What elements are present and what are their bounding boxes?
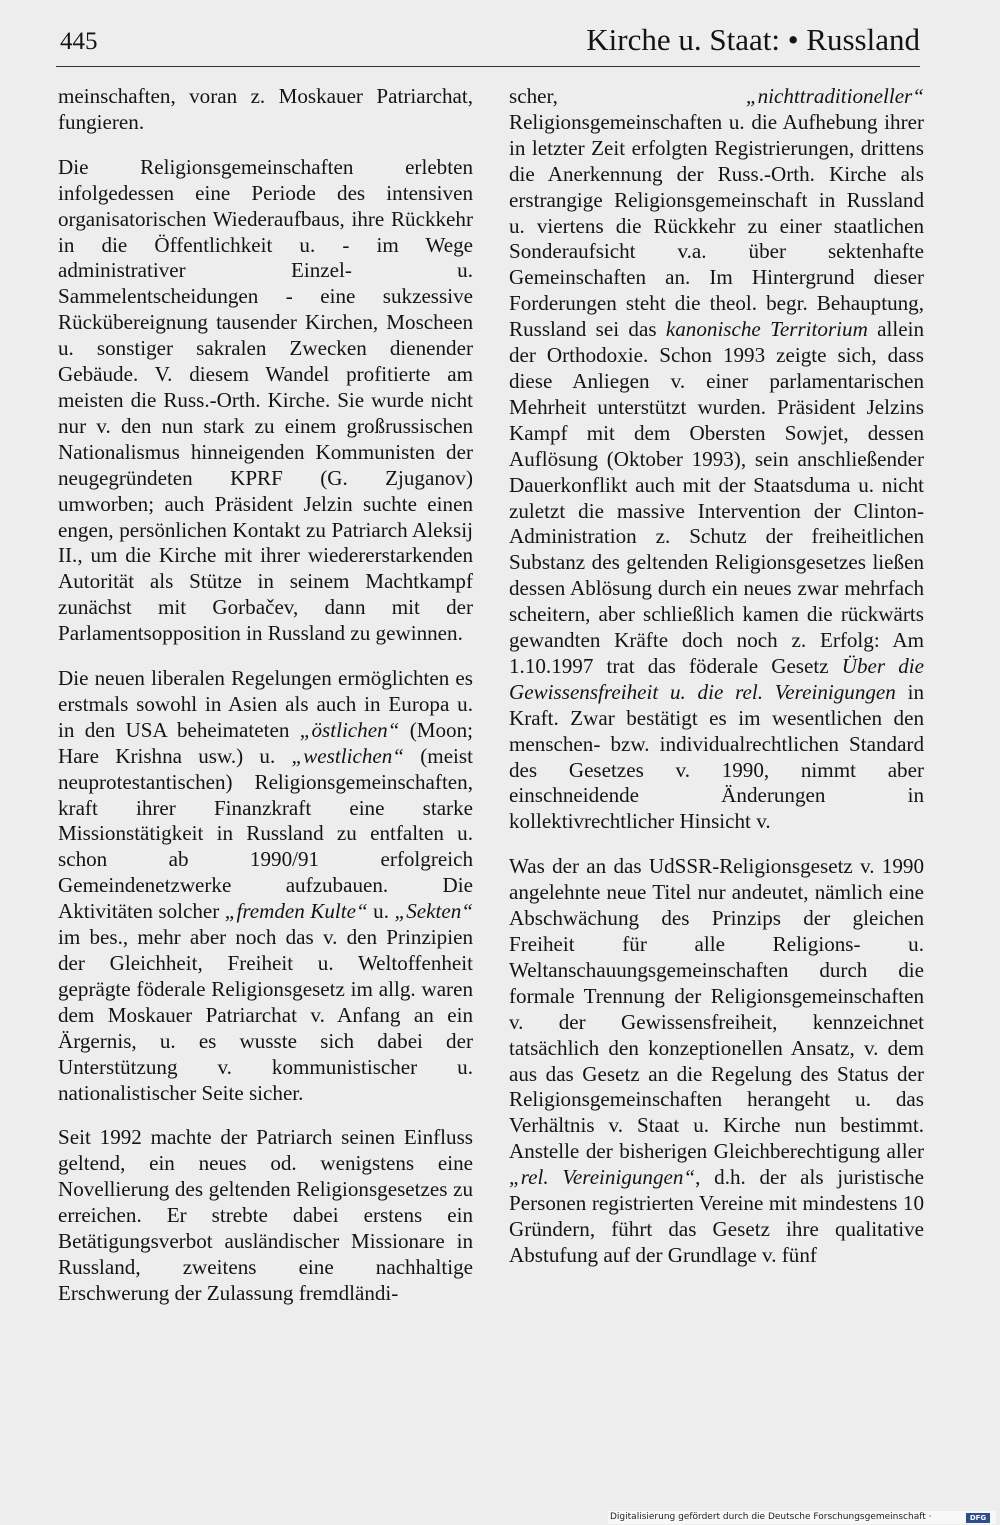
paragraph xyxy=(58,84,473,136)
paragraph xyxy=(58,666,473,1106)
running-title: Kirche u. Staat: • Russland xyxy=(586,22,920,57)
text-run: im bes., mehr aber noch das v. den Prinzipien der Gleichheit, Freiheit u. Weltoffenheit geprägte föderale Religionsgesetz im allg. waren dem Moskauer Patriarchat v. Anfang an ein Ärgernis, u. es wusste sich dabei der Unterstützung v. kommunistischer u. nationalistischer Seite sicher. xyxy=(58,925,473,1105)
left-column xyxy=(58,84,473,1326)
italic-text-run: „rel. Vereinigungen“ xyxy=(509,1165,696,1190)
text-run: Die neuen liberalen Regelungen ermöglichten es erstmals sowohl in Asien als auch in Europa u. in den USA beheimateten xyxy=(58,666,473,742)
text-run: Die Religionsgemeinschaften erlebten infolgedessen eine Periode des intensiven organisatorischen Wiederaufbaus, ihre Rückkehr in die Öffentlichkeit u. - im Wege administrativer Einzel- u. Sammelentscheidungen - eine sukzessive Rückübereignung tausender Kirchen, Moscheen u. sonstiger sakralen Zwecken dienender Gebäude. V. diesem Wandel profitierte am meisten die Russ.-Orth. Kirche. Sie wurde nicht nur v. den nun stark zu einem großrussischen Nationalismus hinneigenden Kommunisten der neugegründeten KPRF (G. Zjuganov) umworben; auch Präsident Jelzin suchte einen engen, persönlichen Kontakt zu Patriarch Aleksij II., um die Kirche mit ihrer wiedererstarkenden Autorität als Stütze in seinem Machtkampf zunächst mit Gorbačev, dann mit der Parlamentsopposition in Russland zu gewinnen. xyxy=(58,154,473,646)
italic-text-run: „fremden Kulte“ xyxy=(224,899,368,924)
paragraph xyxy=(58,1125,473,1306)
italic-text-run: kanonische Territorium xyxy=(665,317,868,342)
dfg-logo: DFG xyxy=(966,1513,990,1523)
paragraph xyxy=(509,84,924,835)
text-run: (Moon; Hare Krishna usw.) u. xyxy=(58,717,473,768)
italic-text-run: „nichttraditioneller“ xyxy=(745,84,924,108)
header-rule xyxy=(56,66,920,67)
footer-credit: Digitalisierung gefördert durch die Deutsche Forschungsgemeinschaft · xyxy=(610,1512,932,1522)
page-header xyxy=(58,18,920,62)
text-run: meinschaften, voran z. Moskauer Patriarchat, fungieren. xyxy=(58,84,473,134)
text-run: u. xyxy=(367,899,395,924)
italic-text-run: „östlichen“ xyxy=(299,717,400,742)
italic-text-run: Über die Gewissensfreiheit u. die rel. Vereinigungen xyxy=(509,653,924,704)
italic-text-run: „westlichen“ xyxy=(291,743,405,768)
text-run: in Kraft. Zwar bestätigt es im wesentlichen den menschen- bzw. individualrechtlichen Standard des Gesetzes v. 1990, nimmt aber einschneidende Änderungen in kollektivrechtlicher Hinsicht v. xyxy=(509,679,924,834)
italic-text-run: „Sekten“ xyxy=(394,899,473,924)
page-number: 445 xyxy=(60,28,98,55)
text-run: Was der an das UdSSR-Religionsgesetz v. 1990 angelehnte neue Titel nur andeutet, nämlich eine Abschwächung des Prinzips der gleichen Freiheit für alle Religions- u. Weltanschauungsgemeinschaften durch die formale Trennung der Religionsgemeinschaften v. der Gewissensfreiheit, kennzeichnet tatsächlich den konzeptionellen Ansatz, v. dem aus das Gesetz an die Regelung des Status der Religionsgemeinschaften herangeht u. das Verhältnis v. Staat u. Kirche nun bestimmt. Anstelle der bisherigen Gleichberechtigung aller xyxy=(509,854,924,1164)
text-run: Religionsgemeinschaften u. die Aufhebung ihrer in letzter Zeit erfolgten Registrierungen, drittens die Anerkennung der Russ.-Orth. Kirche als erstrangige Religionsgemeinschaft in Russland u. viertens die Rückkehr zu einer staatlichen Sonderaufsicht v.a. über sektenhafte Gemeinschaften an. Im Hintergrund dieser Forderungen steht die theol. begr. Behauptung, Russland sei das xyxy=(509,109,924,342)
text-run: Seit 1992 machte der Patriarch seinen Einfluss geltend, ein neues od. wenigstens eine Novellierung des geltenden Religionsgesetzes zu erreichen. Er strebte dabei erstens ein Betätigungsverbot ausländischer Missionare in Russland, zweitens eine nachhaltige Erschwerung der Zulassung fremdländi- xyxy=(58,1125,473,1305)
digitization-footer xyxy=(608,1511,996,1524)
text-run: (meist neuprotestantischen) Religionsgemeinschaften, kraft ihrer Finanzkraft eine starke Missionstätigkeit in Russland zu entfalten u. schon ab 1990/91 erfolgreich Gemeindenetzwerke aufzubauen. Die Aktivitäten solcher xyxy=(58,743,473,924)
paragraph xyxy=(509,854,924,1269)
text-run: , d.h. der als juristische Personen registrierten Vereine mit mindestens 10 Gründern, führt das Gesetz ihre qualitative Abstufung auf der Grundlage v. fünf xyxy=(509,1165,924,1267)
text-run: allein der Orthodoxie. Schon 1993 zeigte sich, dass diese Anliegen v. einer parlamentarischen Mehrheit unterstützt wurden. Präsident Jelzins Kampf mit dem Obersten Sowjet, dessen Auflösung (Oktober 1993), sein anschließender Dauerkonflikt auch mit der Staatsduma u. nicht zuletzt die massive Intervention der Clinton-Administration z. Schutz der freiheitlichen Substanz des geltenden Religionsgesetzes ließen dessen Ablösung durch ein neues zwar mehrfach scheitern, aber schließlich kamen die rückwärts gewandten Kräfte doch noch z. Erfolg: Am 1.10.1997 trat das föderale Gesetz xyxy=(509,317,924,678)
right-column xyxy=(509,84,924,1288)
paragraph xyxy=(58,155,473,647)
text-run: scher, xyxy=(509,84,746,108)
